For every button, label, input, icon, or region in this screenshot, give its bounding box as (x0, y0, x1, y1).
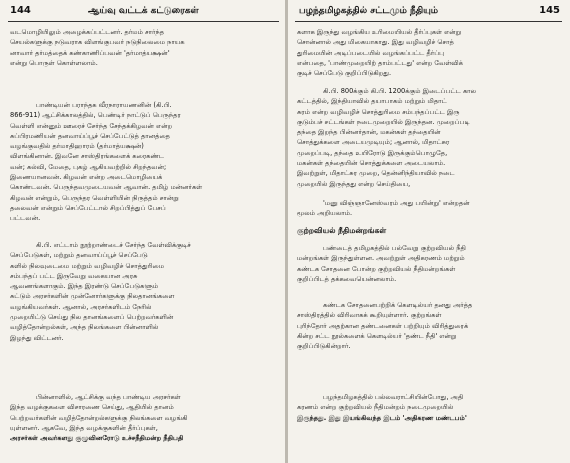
header-rule (8, 21, 279, 22)
text-line: களில் நிலவுடைமை மற்றும் வழிவழிச் சொத்துரிமை (10, 261, 165, 270)
text-line: முறையில் இருந்தது என்ற செய்தியை, (297, 179, 411, 188)
text-line: சாஸ்திரத்தில் விரிவாகக் கூறியுள்ளார். குற்றங்கள் (297, 311, 442, 320)
text-line: 'மனு விஞ்ஞானேஸ்வரம் அது பயின்று' என்றதன் (323, 199, 470, 207)
text-line: முறைப்படி, தந்தை உயிரோடு இருக்கும்பொழுதே, (297, 148, 448, 157)
running-title: பழந்தமிழகத்தில் சட்டமும் நீதியும் (299, 6, 439, 16)
text-line: வழங்கியவர்கள். ஆனால், அரசர்களிடம் நேரில் (10, 302, 152, 311)
text-line: பழந்தமிழகத்தில் பல்லவராட்சியின்போது, அதி (323, 393, 464, 401)
text-line: னாவார் தர்மத்தைக் கண்காணிப்பவன் 'தர்மாத்யக்ஷன்' (10, 48, 170, 57)
paragraph (297, 392, 560, 423)
text-line: கிழவன் என்றும், பெருந்தர வெள்ளியின் நிருத்தம் சான்று (10, 193, 179, 202)
paragraph (297, 243, 560, 284)
paragraph (297, 86, 560, 189)
text-line: கண்டக சோதனை போன்ற குற்றவியல் நீதிமன்றங்கள் (297, 264, 456, 273)
text-line: குடிச் செப்பேடு குறிப்பிடுகிறது. (297, 69, 392, 78)
text-line: மூலம் அறியலாம். (297, 209, 353, 218)
text-line: என்பதை, 'பாண்முறையிற் தாம்பட்டது' என்ற வேள்விக் (297, 58, 463, 67)
text-line: குடும்பச் சட்டங்கள் நடைமுறையில் இருந்தன. முறைப்படி (297, 117, 470, 126)
text-line: இணையானவன். கிழவன் என்ற அடைமொழியைக் (10, 173, 163, 182)
text-line: பின்னாளில், ஆட்சிக்கு வந்த பாண்டிய அரசர்கள் (36, 393, 181, 401)
text-line: மன்றங்கள் இருந்துள்ளன. அவற்றுள் அதிகரணம் மற்றும் (297, 254, 465, 263)
text-line: வழித்தோன்றல்கள், அந்த நிலங்களை பின்னாளில் (10, 323, 159, 332)
text-line: என்று பொருள் கொள்ளலாம். (10, 58, 98, 67)
paragraph (297, 198, 560, 219)
text-line: 866-911) ஆட்சிக்காலத்தில், பெண்டிர் நாட்டுப் பெருந்தர (10, 111, 181, 120)
header-rule (295, 21, 562, 22)
text-line: கட்டத்தில், இந்தியாவில் தயாபாகம் மற்றும் மிதாட் (297, 97, 447, 106)
text-line: யுள்ளனர். ஆகவே, இந்த வழக்குகளின் தீர்ப்புகள், (10, 423, 158, 432)
paragraph (10, 392, 278, 443)
text-line: சுப்பிரமணியன் தனவாய்ப்பூச் செப்பேட்டுத் தானத்தை (10, 131, 170, 140)
text-line: அரசர்கள் அவர்களது குழுவினரோடு உச்சநீதிமன்ற நீதிபதி (10, 434, 184, 443)
text-line: முறையிட்டு செய்து நில தானங்களைப் பெற்றவர்களின் (10, 313, 174, 322)
text-line: பெற்றவர்களின் வழித்தோன்றல்களுக்கு நிலங்களை வழங்கி (10, 413, 188, 422)
text-line: இழந்து விட்டனர். (10, 333, 64, 342)
left-page-header (8, 5, 279, 21)
paragraph (10, 100, 278, 224)
text-line: இவற்றுள், மிதாட்சுர முறை, தென்னிந்தியாவில் நடை (297, 169, 455, 178)
text-line: இருந்தது. இது இயங்கிவந்த இடம் 'அதிகரண மண்டபம்' (297, 413, 467, 422)
text-line: சுட்டும் அரசர்களின் முன்னோர்களுக்கு நிலதானங்களை (10, 292, 175, 301)
text-line: கி.பி. 800க்கும் கி.பி. 1200க்கும் இடைப்பட்ட கால (323, 87, 477, 95)
text-line: துரிமையின் அடிப்படையில் வழங்கப்பட்ட தீர்ப்பு (297, 48, 445, 57)
text-line: கின்ற சட்ட நூல்களைக் கௌடில்யர் 'தண்ட நீதி' என்று (297, 331, 457, 340)
text-line: பட்டவன். (10, 214, 41, 223)
text-line: கண்டக சோதனைபற்றிக் கௌடில்யர் தனது அர்த்த (323, 301, 473, 309)
text-line: வெள்ளி என்னும் ஊரைச் சேர்ந்த சேந்தக்கிழவன் என்ற (10, 121, 173, 130)
text-line: கரணம் என்ற குற்றவியல் நீதிமன்றம் நடைமுறையில் (297, 403, 454, 412)
text-line: இந்த வழக்குகளை விசாரணை செய்து, ஆதியில் தானம் (10, 403, 174, 412)
text-line: கி.பி. எட்டாம் நூற்றாண்டைச் சேர்ந்த வேள்விக்குடிச் (36, 241, 191, 249)
text-line: பண்டைத் தமிழகத்தில் பல்வேறு குற்றவியல் நீதி (323, 244, 466, 252)
text-line: குறிப்பிடத் தக்கவையென்னலாம். (297, 274, 397, 283)
text-line: செயல்களுக்கு நடுவராக விளங்குபவர் நடுநிலைமை நாயக (10, 38, 185, 47)
text-line: குறிப்பிடுகின்றார். (297, 342, 351, 351)
paragraph (297, 300, 560, 351)
text-line: சொன்னால் அது மிகையாகாது. இது வழிவழிச் சொத் (297, 38, 454, 47)
page-number: 145 (539, 5, 560, 16)
text-line: சுரம் என்ற வழிவழிச் சொத்துரிமை சம்பந்தப்பட்ட இரு (297, 107, 460, 116)
text-line: செப்பேடுகள், மற்றும் தனவாய்ப்பூச் செப்பேடு (10, 251, 148, 260)
running-title: ஆய்வு வட்டக் கட்டுரைகள் (88, 6, 199, 16)
paragraph (297, 27, 560, 78)
text-line: வன்; கல்வி, மேதை, புகழ் ஆகியவற்றில் சிறந்தவன்; (10, 162, 167, 171)
text-line: வழங்குவதில் தர்மாதிஹாரம் (தர்மாத்யக்ஷன்) (10, 142, 144, 151)
text-line: சம்பந்தப் பட்ட இருவேறு வகையான அரசு (10, 271, 138, 280)
text-line: வடமொழியிலும் அழைக்கப்பட்டனர். தர்மம் சார்ந்த (10, 28, 165, 36)
text-line: சொத்துக்களை அடையமுடியும்; ஆனால், மிதாட்சுர (297, 138, 450, 147)
text-line: களாக இருந்து வழங்கிய உரிமையியல் தீர்ப்புகள் என்று (297, 28, 462, 36)
right-page-header (295, 5, 562, 21)
text-line: பாண்டியன் பராந்தக வீரநாராயணனின் (கி.பி. (36, 101, 172, 109)
text-line: புரிந்தோர் அதற்கான தண்டனைகள் பற்றியும் விரித்துரைக் (297, 321, 469, 330)
text-line: தலைவன் என்றும் செப்பேட்டால் சிறப்பித்துப் பேசப் (10, 203, 166, 212)
text-line: ஆவணங்களாகும். இந்த இரண்டு செப்பேடுகளும் (10, 282, 159, 291)
text-line: மகன்கள் தந்தையின் சொத்துக்களை அடையலாம். (297, 159, 446, 168)
text-line: தந்தை இறந்த பின்னர்தான், மகன்கள் தந்தையின் (297, 128, 441, 137)
text-line: விளங்கினான். இவனே சாஸ்திரங்களைக் கரைகண்ட (10, 152, 165, 161)
page-number: 144 (10, 5, 31, 16)
section-heading: குற்றவியல் நீதிமன்றங்கள் (297, 226, 387, 235)
right-page (287, 0, 570, 463)
paragraph (10, 240, 278, 343)
text-line: கொண்டவன். பெருந்தவமுடையவன் ஆவான். தமிழ் மன்னர்கள் (10, 183, 203, 192)
paragraph (10, 27, 278, 68)
